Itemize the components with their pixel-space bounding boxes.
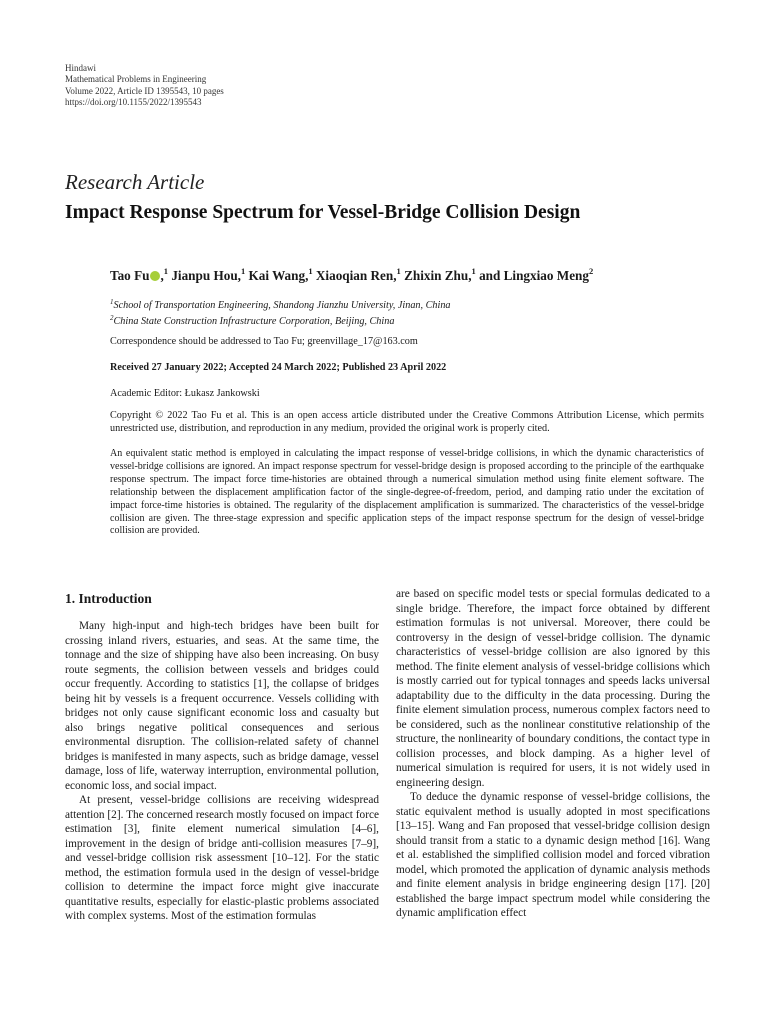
- publisher-name: Hindawi: [65, 63, 96, 73]
- abstract: An equivalent static method is employed in calculating the impact response of vessel-bridge collisions, in which the dynamic characteristics of vessel-bridge collisions are ignored. An impact response spectrum for vessel-bridge design is proposed according to the principle of the earthquake response spectrum. The impact force time-histories are obtained through a numerical simulation method using finite element software. The relationship between the displacement amplification factor of the single-degree-of-freedom, period, and damping ratio under the excitation of impact force-time histories is obtained. The regularity of the displacement amplification is summarized. The characteristics of the vessel-bridge collision are given. The three-stage expression and specific application steps of the impact response spectrum for the design of vessel-bridge collision are provided.: [110, 448, 704, 537]
- article-type: Research Article: [65, 170, 205, 194]
- paragraph: are based on specific model tests or special formulas dedicated to a single bridge. Therefore, the impact force obtained by different estimation formulas is not universal. Moreover, there could be controversy in the design of vessel-bridge collision. The dynamic characteristics of vessel-bridge collision are also ignored by this method. The finite element analysis of vessel-bridge collisions which is mostly carried out for typical tonnages and speeds lacks universal adaptability due to the difficulty in the data processing. During the finite element simulation process, numerous complex factors need to be considered, such as the nonlinear constitutive relationship of the structure, the nonlinearity of boundary conditions, the contact type in collision processes, and block damping. As a higher level of numerical simulation is required for users, it is not widely used in engineering design.: [396, 588, 710, 789]
- orcid-icon[interactable]: [150, 271, 160, 281]
- author-name[interactable]: Kai Wang: [248, 268, 306, 283]
- publication-dates: Received 27 January 2022; Accepted 24 March 2022; Published 23 April 2022: [110, 362, 447, 373]
- affiliation-item: $^2$China State Construction Infrastructure Corporation, Beijing, China: [110, 314, 395, 327]
- paragraph: At present, vessel-bridge collisions are receiving widespread attention [2]. The concerned research mostly focused on impact force estimation [3], finite element numerical simulation [4–6], improvement in the design of bridge anti-collision measures [7–9], and vessel-bridge collision risk assessment [10–12]. For the static method, the estimation formula used in the design of vessel-bridge collision to determine the impact force might give inaccurate quantitative results, especially for elastic-plastic problems associated with complex systems. Most of the estimation formulas: [65, 794, 379, 922]
- section-heading: 1. Introduction: [65, 591, 152, 606]
- journal-header: [65, 63, 224, 108]
- doi-link[interactable]: https://doi.org/10.1155/2022/1395543: [65, 96, 202, 107]
- author-affiliation-mark: 2: [588, 266, 594, 276]
- author-affiliation-mark: 1: [240, 266, 246, 276]
- paragraph: To deduce the dynamic response of vessel-bridge collisions, the static equivalent method is usually adopted in most specifications [13–15]. Wang and Fan proposed that vessel-bridge collision design should transit from a static to a dynamic design method [16]. Wang et al. established the simplified collision model and forced vibration model, which promoted the application of dynamic analysis methods and finite element analysis in bridge engineering design [17]. [20] established the barge impact spectrum model while considering the dynamic amplification effect: [396, 791, 710, 919]
- author-name[interactable]: Zhixin Zhu: [404, 268, 469, 283]
- volume-info: Volume 2022, Article ID 1395543, 10 pages: [65, 85, 224, 96]
- academic-editor: Academic Editor: Łukasz Jankowski: [110, 388, 260, 399]
- author-name[interactable]: Lingxiao Meng: [503, 268, 589, 283]
- author-list: Tao Fu ,$^1$ Jianpu Hou,$^1$ Kai Wang,$^1$ Xiaoqian Ren,$^1$ Zhixin Zhu,$^1$ and Lingxiao Meng$^2$: [110, 266, 594, 283]
- journal-name: Mathematical Problems in Engineering: [65, 74, 207, 85]
- left-column: [65, 619, 379, 924]
- author-name[interactable]: Jianpu Hou: [171, 268, 238, 283]
- author-name[interactable]: Xiaoqian Ren: [315, 268, 394, 283]
- right-column: [396, 587, 710, 921]
- author-affiliation-mark: 1: [396, 266, 401, 276]
- author-affiliation-mark: 1: [471, 266, 476, 276]
- affiliations: [110, 296, 451, 328]
- correspondence: Correspondence should be addressed to Tao Fu; greenvillage_17@163.com: [110, 336, 418, 347]
- author-name[interactable]: Tao Fu: [110, 268, 150, 283]
- paragraph: Many high-input and high-tech bridges have been built for crossing inland rivers, estuaries, and seas. At the same time, the tonnage and the size of shipping have also been increasing. On busy route segments, the collision between vessels and bridges could occur frequently. According to statistics [1], the collapse of bridges being hit by vessels is a frequent occurrence. Vessels colliding with bridges not only cause significant economic loss and casualty but also brings negative political consequences and serious environmental disruption. The collision-related safety of channel bridges is manifested in many aspects, such as bridge damage, vessel damage, loss of life, waterway interruption, environmental pollution, economic loss, and social impact.: [65, 620, 379, 792]
- paper-title: Impact Response Spectrum for Vessel-Bridge Collision Design: [65, 202, 581, 223]
- author-affiliation-mark: 1: [308, 266, 313, 276]
- author-affiliation-mark: 1: [163, 266, 169, 276]
- copyright-notice: Copyright © 2022 Tao Fu et al. This is an open access article distributed under the Creative Commons Attribution License, which permits unrestricted use, distribution, and reproduction in any medium, provided the original work is properly cited.: [110, 410, 704, 435]
- affiliation-item: $^1$School of Transportation Engineering, Shandong Jianzhu University, Jinan, China: [110, 298, 451, 311]
